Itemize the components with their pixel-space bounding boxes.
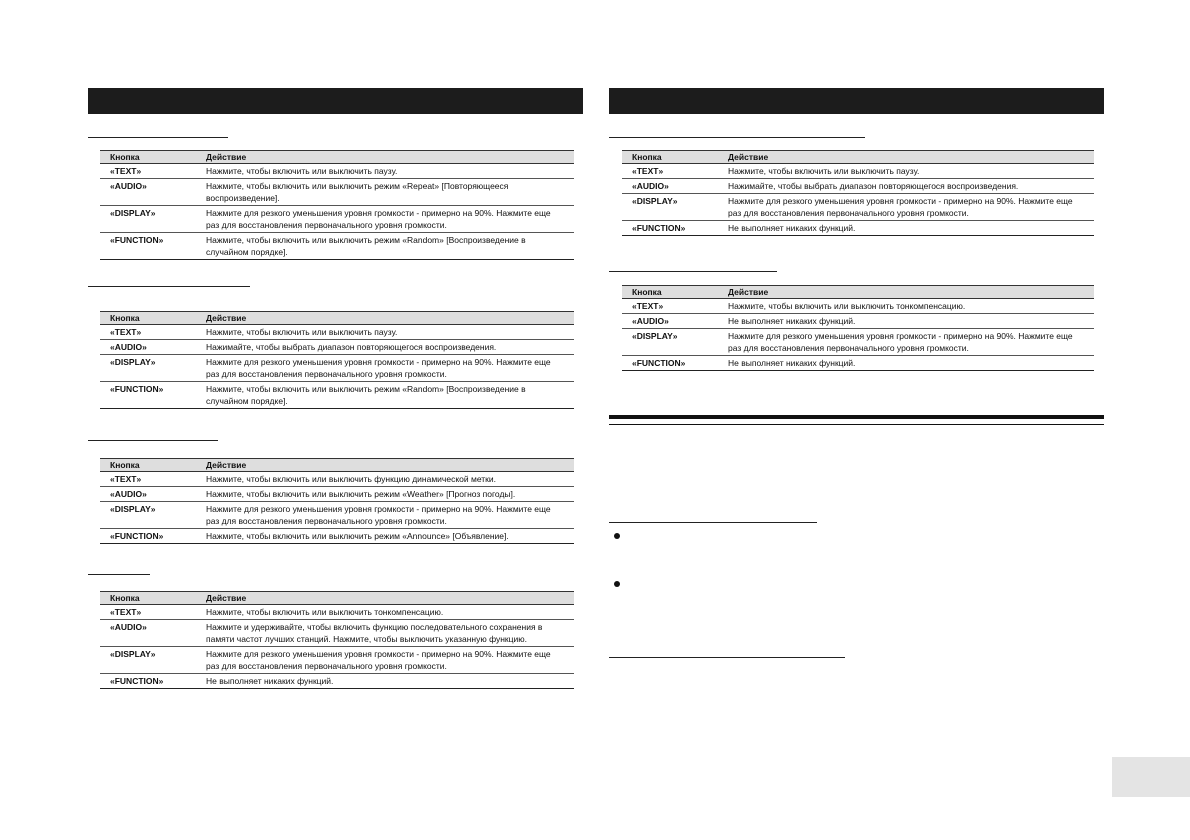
col-header-action: Действие: [718, 286, 1094, 299]
button-key: «AUDIO»: [622, 314, 718, 329]
bullet-icon: [614, 533, 620, 539]
button-action: Нажмите, чтобы включить или выключить режим «Random» [Воспроизведение в случайном порядке].: [196, 382, 574, 409]
page-number-tab: [1112, 757, 1190, 797]
table-row: [100, 502, 574, 529]
table-header-row: [100, 592, 574, 605]
button-key: «FUNCTION»: [100, 674, 196, 689]
section-rule: [88, 574, 150, 575]
table-header-row: [100, 459, 574, 472]
button-key: «TEXT»: [100, 325, 196, 340]
button-action: Нажмите для резкого уменьшения уровня громкости - примерно на 90%. Нажмите еще раз для восстановления первоначального уровня громкости.: [196, 647, 574, 674]
table-row: [100, 355, 574, 382]
button-key: «AUDIO»: [100, 179, 196, 206]
button-key: «FUNCTION»: [100, 529, 196, 544]
table-row: [100, 529, 574, 544]
button-key: «AUDIO»: [100, 620, 196, 647]
button-key: «DISPLAY»: [622, 194, 718, 221]
button-key: «AUDIO»: [622, 179, 718, 194]
table-header-row: [100, 312, 574, 325]
button-key: «FUNCTION»: [100, 233, 196, 260]
table-row: [622, 164, 1094, 179]
col-header-button: Кнопка: [100, 459, 196, 472]
button-action: Не выполняет никаких функций.: [718, 314, 1094, 329]
section-rule: [88, 137, 228, 138]
button-action: Нажмите и удерживайте, чтобы включить функцию последовательного сохранения в памяти частот лучших станций. Нажмите, чтобы выключить указанную функцию.: [196, 620, 574, 647]
button-key: «DISPLAY»: [622, 329, 718, 356]
section-rule: [609, 137, 865, 138]
left-header-bar: [88, 88, 583, 114]
button-key: «TEXT»: [622, 164, 718, 179]
table-row: [622, 179, 1094, 194]
button-key: «TEXT»: [100, 605, 196, 620]
button-action: Нажмите, чтобы включить или выключить функцию динамической метки.: [196, 472, 574, 487]
button-action: Нажмите для резкого уменьшения уровня громкости - примерно на 90%. Нажмите еще раз для восстановления первоначального уровня громкости.: [196, 502, 574, 529]
col-header-action: Действие: [196, 459, 574, 472]
button-action: Нажмите для резкого уменьшения уровня громкости - примерно на 90%. Нажмите еще раз для восстановления первоначального уровня громкости.: [196, 355, 574, 382]
table-row: [100, 325, 574, 340]
button-action: Нажмите, чтобы включить или выключить тонкомпенсацию.: [718, 299, 1094, 314]
controls-table-6: [622, 285, 1094, 371]
button-action: Не выполняет никаких функций.: [196, 674, 574, 689]
table-row: [100, 164, 574, 179]
col-header-button: Кнопка: [100, 592, 196, 605]
right-header-bar: [609, 88, 1104, 114]
button-key: «TEXT»: [622, 299, 718, 314]
table-header-row: [100, 151, 574, 164]
section-rule: [609, 522, 817, 523]
button-action: Нажмите, чтобы включить или выключить режим «Repeat» [Повторяющееся воспроизведение].: [196, 179, 574, 206]
button-action: Нажмите, чтобы включить или выключить паузу.: [196, 325, 574, 340]
button-key: «TEXT»: [100, 472, 196, 487]
table-header-row: [622, 151, 1094, 164]
button-key: «DISPLAY»: [100, 647, 196, 674]
table-row: [622, 299, 1094, 314]
bullet-icon: [614, 581, 620, 587]
button-key: «DISPLAY»: [100, 206, 196, 233]
col-header-action: Действие: [196, 592, 574, 605]
button-action: Не выполняет никаких функций.: [718, 221, 1094, 236]
section-rule: [88, 440, 218, 441]
button-action: Не выполняет никаких функций.: [718, 356, 1094, 371]
controls-table-3: [100, 458, 574, 544]
controls-table-5: [622, 150, 1094, 236]
section-divider: [609, 415, 1104, 425]
controls-table-4: [100, 591, 574, 689]
controls-table-1: [100, 150, 574, 260]
table-row: [100, 382, 574, 409]
col-header-button: Кнопка: [622, 151, 718, 164]
button-action: Нажмите, чтобы включить или выключить тонкомпенсацию.: [196, 605, 574, 620]
button-key: «DISPLAY»: [100, 355, 196, 382]
table-row: [622, 221, 1094, 236]
table-row: [622, 329, 1094, 356]
table-row: [100, 605, 574, 620]
button-action: Нажмите для резкого уменьшения уровня громкости - примерно на 90%. Нажмите еще раз для восстановления первоначального уровня громкости.: [718, 329, 1094, 356]
table-row: [100, 674, 574, 689]
col-header-button: Кнопка: [100, 312, 196, 325]
section-rule: [609, 657, 845, 658]
button-key: «DISPLAY»: [100, 502, 196, 529]
col-header-button: Кнопка: [622, 286, 718, 299]
table-row: [100, 487, 574, 502]
col-header-action: Действие: [196, 151, 574, 164]
table-row: [100, 647, 574, 674]
table-row: [100, 206, 574, 233]
table-row: [100, 620, 574, 647]
table-row: [100, 233, 574, 260]
button-action: Нажмите для резкого уменьшения уровня громкости - примерно на 90%. Нажмите еще раз для восстановления первоначального уровня громкости.: [196, 206, 574, 233]
col-header-action: Действие: [196, 312, 574, 325]
button-key: «FUNCTION»: [622, 356, 718, 371]
button-action: Нажимайте, чтобы выбрать диапазон повторяющегося воспроизведения.: [196, 340, 574, 355]
col-header-button: Кнопка: [100, 151, 196, 164]
button-key: «AUDIO»: [100, 487, 196, 502]
table-header-row: [622, 286, 1094, 299]
button-action: Нажмите, чтобы включить или выключить паузу.: [718, 164, 1094, 179]
button-action: Нажмите, чтобы включить или выключить режим «Announce» [Объявление].: [196, 529, 574, 544]
button-key: «TEXT»: [100, 164, 196, 179]
section-rule: [88, 286, 250, 287]
section-rule: [609, 271, 777, 272]
button-action: Нажмите, чтобы включить или выключить паузу.: [196, 164, 574, 179]
table-row: [100, 472, 574, 487]
button-key: «FUNCTION»: [622, 221, 718, 236]
button-action: Нажмите, чтобы включить или выключить режим «Random» [Воспроизведение в случайном порядке].: [196, 233, 574, 260]
col-header-action: Действие: [718, 151, 1094, 164]
button-action: Нажмите для резкого уменьшения уровня громкости - примерно на 90%. Нажмите еще раз для восстановления первоначального уровня громкости.: [718, 194, 1094, 221]
button-key: «FUNCTION»: [100, 382, 196, 409]
button-action: Нажмите, чтобы включить или выключить режим «Weather» [Прогноз погоды].: [196, 487, 574, 502]
table-row: [100, 179, 574, 206]
table-row: [100, 340, 574, 355]
button-key: «AUDIO»: [100, 340, 196, 355]
controls-table-2: [100, 311, 574, 409]
table-row: [622, 314, 1094, 329]
table-row: [622, 356, 1094, 371]
button-action: Нажимайте, чтобы выбрать диапазон повторяющегося воспроизведения.: [718, 179, 1094, 194]
table-row: [622, 194, 1094, 221]
